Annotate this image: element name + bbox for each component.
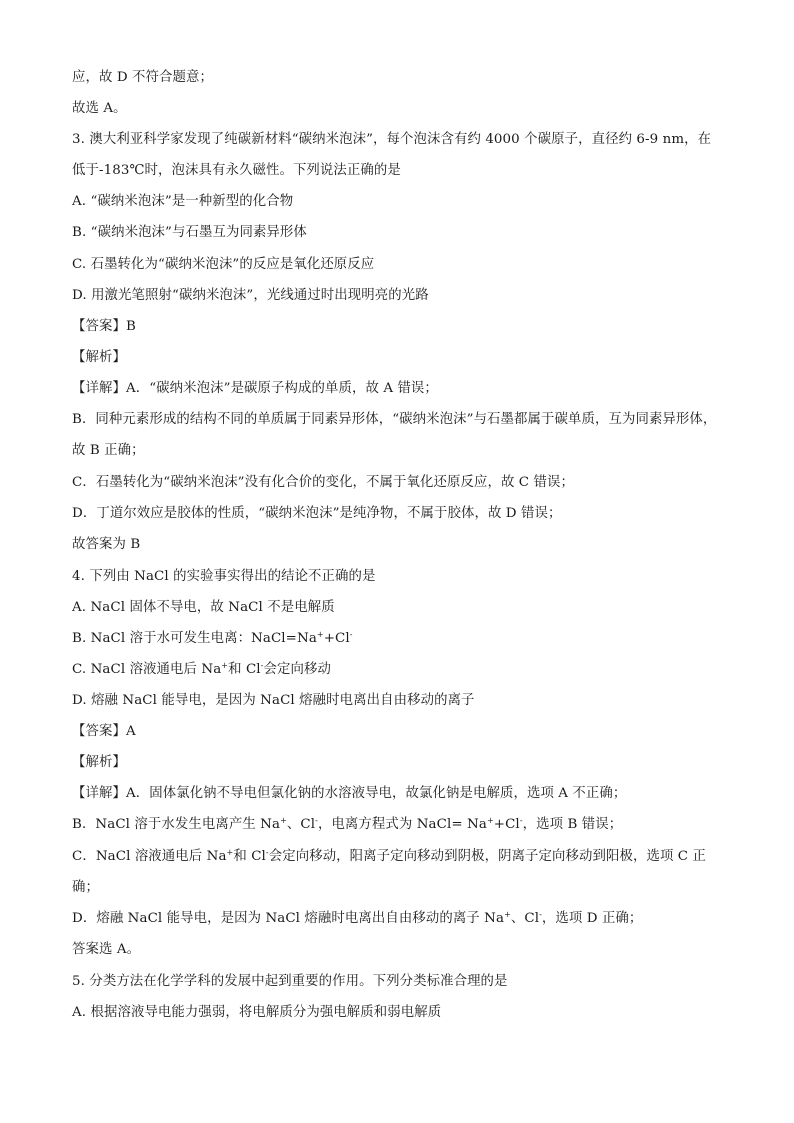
text-run: D．熔融 NaCl 能导电，是因为 NaCl 熔融时电离出自由移动的离子 Na (72, 911, 505, 926)
question-3-conclusion: 故答案为 B (72, 537, 141, 552)
question-4-detail-d (72, 909, 642, 929)
text-run: 会定向移动 (263, 662, 331, 677)
question-4-option-b (72, 629, 353, 649)
text-run: 和 Cl (228, 662, 261, 677)
text-run: 、Cl (286, 817, 316, 832)
text-run: B. NaCl 溶于水可发生电离：NaCl=Na (72, 631, 317, 646)
text-run: 会定向移动，阳离子定向移动到阴极，阴离子定向移动到阳极，选项 C 正确； (72, 849, 706, 895)
superscript: + (316, 630, 324, 639)
text-run: ，电离方程式为 NaCl= Na (317, 817, 487, 832)
question-3-detail-d: D．丁道尔效应是胶体的性质，“碳纳米泡沫”是纯净物，不属于胶体，故 D 错误； (72, 506, 562, 521)
superscript: + (226, 848, 234, 857)
text-run: B．NaCl 溶于水发生电离产生 Na (72, 817, 281, 832)
superscript: + (504, 910, 511, 919)
question-3-option-a: A. “碳纳米泡沫”是一种新型的化合物 (72, 194, 294, 209)
question-3-analysis-heading: 【解析】 (72, 350, 126, 365)
superscript: - (260, 661, 264, 670)
text-run: C．NaCl 溶液通电后 Na (72, 849, 227, 864)
text-run: +Cl (323, 631, 350, 646)
question-3-detail-b: B．同种元素形成的结构不同的单质属于同素异形体，“碳纳米泡沫”与石墨都属于碳单质，互为同素异形体，故 B 正确； (72, 412, 717, 458)
superscript: + (280, 816, 287, 825)
text-line: 故选 A。 (72, 101, 127, 116)
superscript: - (315, 816, 318, 825)
question-3-option-c: C. 石墨转化为“碳纳米泡沫”的反应是氧化还原反应 (72, 257, 375, 272)
question-4-analysis-heading: 【解析】 (72, 755, 126, 770)
question-4-conclusion: 答案选 A。 (72, 942, 141, 957)
question-5-stem: 5. 分类方法在化学学科的发展中起到重要的作用。下列分类标准合理的是 (72, 974, 508, 989)
text-run: C. NaCl 溶液通电后 Na (72, 662, 222, 677)
question-3-stem: 3. 澳大利亚科学家发现了纯碳新材料“碳纳米泡沫”，每个泡沫含有约 4000 个碳原子，直径约 6-9 nm，在低于-183℃时，泡沫具有永久磁性。下列说法正确的是 (72, 132, 712, 178)
superscript: - (265, 848, 269, 857)
text-run: ，选项 B 错误； (522, 817, 623, 832)
question-4-detail-c (72, 841, 718, 903)
superscript: + (221, 661, 229, 670)
superscript: + (486, 816, 494, 825)
question-3-option-b: B. “碳纳米泡沫”与石墨互为同素异形体 (72, 225, 307, 240)
text-run: 、Cl (510, 911, 540, 926)
text-run: ，选项 D 正确； (541, 911, 643, 926)
text-run: +Cl (493, 817, 520, 832)
question-4-option-d: D. 熔融 NaCl 能导电，是因为 NaCl 熔融时电离出自由移动的离子 (72, 693, 475, 708)
question-4-stem: 4. 下列由 NaCl 的实验事实得出的结论不正确的是 (72, 569, 376, 584)
question-4-option-a: A. NaCl 固体不导电，故 NaCl 不是电解质 (72, 600, 335, 615)
text-line: 应，故 D 不符合题意； (72, 70, 213, 85)
question-3-option-d: D. 用激光笔照射“碳纳米泡沫”，光线通过时出现明亮的光路 (72, 288, 429, 303)
superscript: - (349, 630, 353, 639)
superscript: - (519, 816, 523, 825)
question-3-detail-c: C．石墨转化为“碳纳米泡沫”没有化合价的变化，不属于氧化还原反应，故 C 错误； (72, 475, 574, 490)
text-run: 和 Cl (233, 849, 266, 864)
question-3-detail-a: 【详解】A．“碳纳米泡沫”是碳原子构成的单质，故 A 错误； (72, 381, 438, 396)
superscript: - (539, 910, 542, 919)
question-3-answer: 【答案】B (72, 319, 136, 334)
question-5-option-a: A. 根据溶液导电能力强弱，将电解质分为强电解质和弱电解质 (72, 1005, 442, 1020)
question-4-detail-a: 【详解】A．固体氯化钠不导电但氯化钠的水溶液导电，故氯化钠是电解质，选项 A 不正确； (72, 786, 627, 801)
question-4-detail-b (72, 815, 622, 835)
question-4-answer: 【答案】A (72, 724, 136, 739)
question-4-option-c (72, 660, 331, 680)
